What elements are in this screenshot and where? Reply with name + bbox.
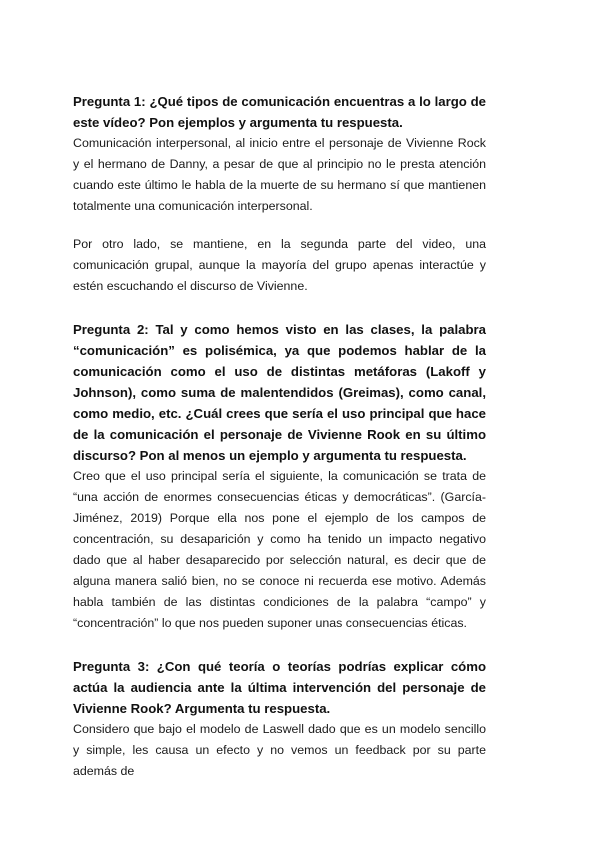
paragraph-spacer [73, 217, 486, 234]
question-3: Pregunta 3: ¿Con qué teoría o teorías podrías explicar cómo actúa la audiencia ante la última intervención del personaje de Vivienne Rook? Argumenta tu respuesta. [73, 659, 486, 716]
answer-1-paragraph-1: Comunicación interpersonal, al inicio entre el personaje de Vivienne Rock y el hermano de Danny, a pesar de que al principio no le presta atención cuando este último le habla de la muerte de su hermano sí que mantienen totalmente una comunicación interpersonal. [73, 136, 486, 213]
question-1: Pregunta 1: ¿Qué tipos de comunicación encuentras a lo largo de este vídeo? Pon ejemplos y argumenta tu respuesta. [73, 94, 486, 130]
section-spacer [73, 297, 486, 319]
section-spacer [73, 634, 486, 656]
answer-3: Considero que bajo el modelo de Laswell dado que es un modelo sencillo y simple, les causa un efecto y no vemos un feedback por su parte además de [73, 722, 486, 778]
document-page [73, 91, 486, 782]
answer-2: Creo que el uso principal sería el siguiente, la comunicación se trata de “una acción de enormes consecuencias éticas y democráticas”. (García-Jiménez, 2019) Porque ella nos pone el ejemplo de los campos de concentración, su desaparición y como ha tenido un impacto negativo dado que al haber desaparecido por selección natural, es decir que de alguna manera salió bien, no se conoce ni recuerda ese motivo. Además habla también de las distintas condiciones de la palabra “campo” y “concentración” lo que nos pueden suponer unas consecuencias éticas. [73, 469, 486, 630]
answer-1-paragraph-2: Por otro lado, se mantiene, en la segunda parte del video, una comunicación grupal, aunque la mayoría del grupo apenas interactúe y estén escuchando el discurso de Vivienne. [73, 237, 486, 293]
question-2: Pregunta 2: Tal y como hemos visto en las clases, la palabra “comunicación” es polisémica, ya que podemos hablar de la comunicación como el uso de distintas metáforas (Lakoff y Johnson), como suma de malentendidos (Greimas), como canal, como medio, etc. ¿Cuál crees que sería el uso principal que hace de la comunicación el personaje de Vivienne Rook en su último discurso? Pon al menos un ejemplo y argumenta tu respuesta. [73, 322, 486, 463]
